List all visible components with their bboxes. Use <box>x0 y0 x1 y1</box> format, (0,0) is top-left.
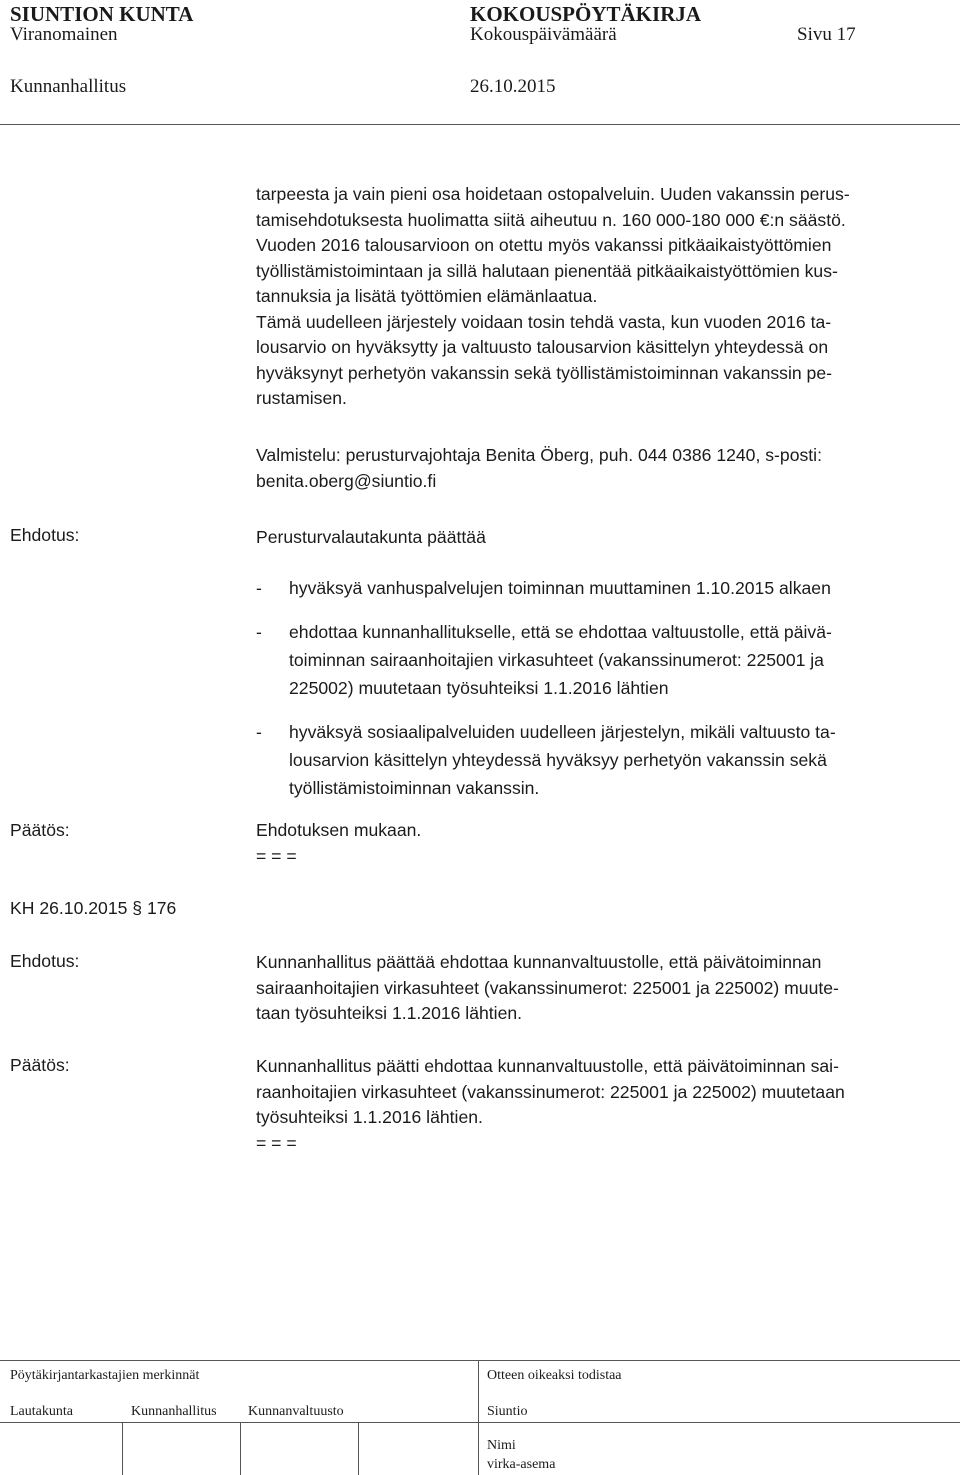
bullet-line: 225002) muutetaan työsuhteiksi 1.1.2016 lähtien <box>289 678 669 698</box>
authority-label: Viranomainen <box>10 24 118 45</box>
footer-divider <box>358 1422 359 1475</box>
place: Siuntio <box>487 1404 528 1419</box>
page-number: Sivu 17 <box>797 24 856 45</box>
intro-paragraph <box>256 182 946 412</box>
section-end-marker: = = = <box>256 1132 297 1153</box>
certified-label: Otteen oikeaksi todistaa <box>487 1368 622 1383</box>
section-end-marker: = = = <box>256 845 297 866</box>
checkers-label: Pöytäkirjantarkastajien merkinnät <box>10 1368 200 1383</box>
text-line: raanhoitajien virkasuhteet (vakanssinumerot: 225001 ja 225002) muutetaan <box>256 1081 845 1102</box>
text-line: lousarvio on hyväksytty ja valtuusto talousarvion käsittelyn yhteydessä on <box>256 337 829 357</box>
footer-center-divider <box>478 1360 479 1475</box>
text-line: tamisehdotuksesta huolimatta siitä aiheutuu n. 160 000-180 000 €:n säästö. <box>256 209 846 230</box>
meeting-date: 26.10.2015 <box>470 76 556 97</box>
kh-section-heading: KH 26.10.2015 § 176 <box>10 898 177 918</box>
proposal-bullet <box>256 574 946 602</box>
decision-line: Ehdotuksen mukaan. <box>256 820 422 840</box>
body-kunnanhallitus: Kunnanhallitus <box>131 1404 217 1419</box>
text-line: hyväksynyt perhetyön vakanssin sekä työllistämistoiminnan vakanssin pe- <box>256 362 832 383</box>
body-kunnanvaltuusto: Kunnanvaltuusto <box>248 1404 344 1419</box>
bullet-dash: - <box>256 722 262 742</box>
text-line: työsuhteiksi 1.1.2016 lähtien. <box>256 1107 483 1127</box>
bullet-dash: - <box>256 578 262 598</box>
footer-divider <box>122 1422 123 1475</box>
body-lautakunta: Lautakunta <box>10 1404 73 1419</box>
proposal-intro: Perusturvalautakunta päättää <box>256 527 486 547</box>
footer-inner-rule <box>0 1422 478 1423</box>
header-divider <box>0 124 960 125</box>
text-line: taan työsuhteiksi 1.1.2016 lähtien. <box>256 1003 523 1023</box>
footer-divider <box>240 1422 241 1475</box>
bullet-line: ehdottaa kunnanhallitukselle, että se ehdottaa valtuustolle, että päivä- <box>289 622 832 642</box>
position-label: virka-asema <box>487 1457 556 1472</box>
proposal-label: Ehdotus: <box>10 525 80 545</box>
footer-top-rule <box>0 1360 960 1361</box>
org-name: SIUNTION KUNTA <box>10 2 194 26</box>
preparer-email: benita.oberg@siuntio.fi <box>256 470 437 491</box>
text-line: Tämä uudelleen järjestely voidaan tosin tehdä vasta, kun vuoden 2016 ta- <box>256 311 832 332</box>
bullet-line: toiminnan sairaanhoitajien virkasuhteet (vakanssinumerot: 225001 ja <box>289 650 824 670</box>
footer-inner-rule <box>478 1422 960 1423</box>
kh-proposal-label: Ehdotus: <box>10 951 80 971</box>
preparer-info <box>256 443 946 494</box>
authority-value: Kunnanhallitus <box>10 76 127 97</box>
name-label: Nimi <box>487 1438 516 1453</box>
text-line: työllistämistoimintaan ja sillä halutaan pienentää pitkäaikaistyöttömien kus- <box>256 260 838 281</box>
text-line: sairaanhoitajien virkasuhteet (vakanssinumerot: 225001 ja 225002) muute- <box>256 977 839 998</box>
proposal-bullet <box>256 718 946 802</box>
bullet-line: työllistämistoiminnan vakanssin. <box>289 778 540 798</box>
kh-decision-text <box>256 1054 946 1156</box>
proposal-bullet <box>256 618 946 702</box>
text-line: tannuksia ja lisätä työttömien elämänlaatua. <box>256 286 598 306</box>
date-label: Kokouspäivämäärä <box>470 24 617 45</box>
text-line: tarpeesta ja vain pieni osa hoidetaan ostopalveluin. Uuden vakanssin perus- <box>256 184 850 204</box>
bullet-dash: - <box>256 622 262 642</box>
text-line: rustamisen. <box>256 388 347 408</box>
document-type: KOKOUSPÖYTÄKIRJA <box>470 2 702 26</box>
decision-text <box>256 818 946 869</box>
bullet-line: hyväksyä sosiaalipalveluiden uudelleen järjestelyn, mikäli valtuusto ta- <box>289 722 836 742</box>
text-line: Vuoden 2016 talousarvioon on otettu myös vakanssi pitkäaikaistyöttömien <box>256 235 832 255</box>
text-line: Kunnanhallitus päätti ehdottaa kunnanvaltuustolle, että päivätoiminnan sai- <box>256 1056 839 1076</box>
decision-label: Päätös: <box>10 820 70 840</box>
bullet-line: lousarvion käsittelyn yhteydessä hyväksyy perhetyön vakanssin sekä <box>289 750 827 770</box>
bullet-line: hyväksyä vanhuspalvelujen toiminnan muuttaminen 1.10.2015 alkaen <box>289 578 831 598</box>
kh-proposal-text <box>256 950 946 1027</box>
text-line: Kunnanhallitus päättää ehdottaa kunnanvaltuustolle, että päivätoiminnan <box>256 952 822 972</box>
preparer-line: Valmistelu: perusturvajohtaja Benita Öberg, puh. 044 0386 1240, s-posti: <box>256 445 822 465</box>
kh-decision-label: Päätös: <box>10 1055 70 1075</box>
